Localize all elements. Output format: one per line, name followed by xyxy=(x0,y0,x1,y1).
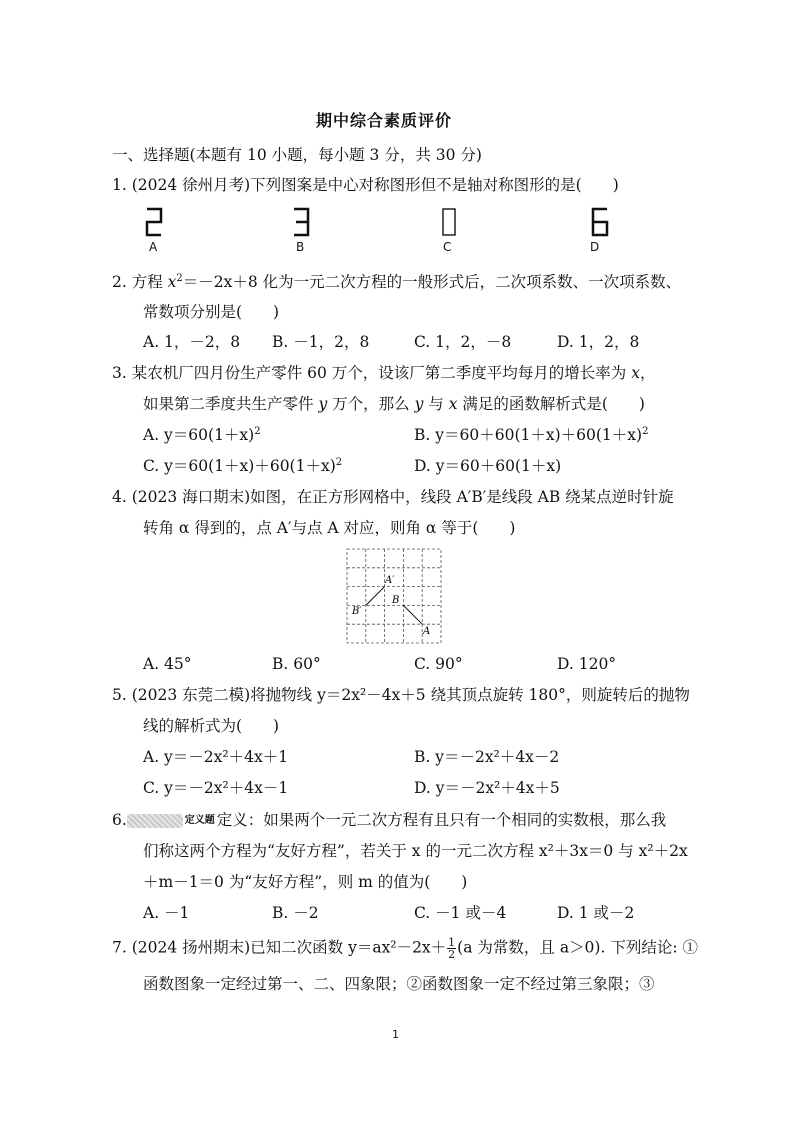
label-b-prime: B′ xyxy=(352,606,362,617)
question-5-line-1: 5. (2023 东莞二模)将抛物线 y＝2x²－4x＋5 绕其顶点旋转 180°，则旋转后的抛物 xyxy=(112,686,690,704)
question-3-option-b: B. $y=60+60(1+x)+60(1+x)^2$ xyxy=(414,426,649,444)
question-3-option-c: C. $y=60(1+x)+60(1+x)^2$ xyxy=(143,457,343,475)
question-4-line-1: 4. (2023 海口期末)如图，在正方形网格中，线段 A′B′是线段 AB 绕某点逆时针旋 xyxy=(112,488,674,506)
question-4-option-b: B. 60° xyxy=(272,655,321,673)
question-4-option-a: A. 45° xyxy=(143,655,192,673)
question-6-line-2: 们称这两个方程为“友好方程”，若关于 x 的一元二次方程 x²＋3x＝0 与 x²＋2x xyxy=(143,842,688,860)
question-6-line-1: 6. 定义题 定义：如果两个一元二次方程有且只有一个相同的实数根，那么我 xyxy=(112,811,667,829)
figure-label-c: C xyxy=(443,240,452,254)
figure-label-d: D xyxy=(590,240,600,254)
question-6-option-a: A. －1 xyxy=(143,904,190,922)
question-6-option-c: C. －1 或－4 xyxy=(414,904,507,922)
question-5-line-2: 线的解析式为( ) xyxy=(143,717,280,735)
label-a: A xyxy=(423,626,431,637)
figure-label-a: A xyxy=(149,240,158,254)
page-number: 1 xyxy=(392,1028,399,1041)
question-2-option-d: D. 1，2，8 xyxy=(557,333,640,351)
question-5-option-c: C. y＝－2x²＋4x－1 xyxy=(143,779,289,797)
figure-label-b: B xyxy=(296,240,305,254)
question-2-option-c: C. 1，2，－8 xyxy=(414,333,512,351)
question-1-figures xyxy=(140,205,620,261)
badge-icon xyxy=(127,814,183,828)
question-5-option-d: D. y＝－2x²＋4x＋5 xyxy=(414,779,560,797)
question-3-line-2: 如果第二季度共生产零件 y 万个，那么 y 与 x 满足的函数解析式是( ) xyxy=(143,395,645,413)
question-2-option-a: A. 1，－2，8 xyxy=(143,333,241,351)
figure-d-icon xyxy=(593,209,607,235)
question-1-stem: 1. (2024 徐州月考)下列图案是中心对称图形但不是轴对称图形的是( ) xyxy=(112,176,619,194)
question-2-line-1: 2. 方程 $x^2=-2x+8$ 化为一元二次方程的一般形式后，二次项系数、一次项系数、 xyxy=(112,273,682,291)
label-b: B xyxy=(392,595,400,606)
segment-a-prime-b-prime xyxy=(366,587,385,606)
figure-c-icon xyxy=(443,209,455,235)
question-2-option-b: B. －1，2，8 xyxy=(272,333,370,351)
question-5-option-b: B. y＝－2x²＋4x－2 xyxy=(414,748,560,766)
figure-b-icon xyxy=(294,209,308,235)
segment-ab xyxy=(403,605,422,624)
question-4-option-c: C. 90° xyxy=(414,655,463,673)
question-4-grid-figure xyxy=(346,548,442,644)
question-7-line-1: 7. (2024 扬州期末)已知二次函数 y＝ax²－2x＋ $\frac{1}{2}$ (a 为常数，且 a＞0). 下列结论: ① xyxy=(112,936,698,961)
question-4-option-d: D. 120° xyxy=(557,655,617,673)
question-type-badge: 定义题 xyxy=(184,815,215,826)
question-6-option-d: D. 1 或－2 xyxy=(557,904,635,922)
figure-a-icon xyxy=(147,209,161,235)
question-4-line-2: 转角 α 得到的，点 A′与点 A 对应，则角 α 等于( ) xyxy=(143,519,516,537)
label-a-prime: A′ xyxy=(385,575,395,586)
fraction-one-half: $\frac{1}{2}$ xyxy=(448,936,456,961)
question-6-option-b: B. －2 xyxy=(272,904,319,922)
question-3-line-1: 3. 某农机厂四月份生产零件 60 万个，设该厂第二季度平均每月的增长率为 x， xyxy=(112,364,656,382)
question-3-option-d: D. y＝60＋60(1＋x) xyxy=(414,457,562,475)
question-5-option-a: A. y＝－2x²＋4x＋1 xyxy=(143,748,289,766)
question-3-option-a: A. $y=60(1+x)^2$ xyxy=(143,426,261,444)
question-2-line-2: 常数项分别是( ) xyxy=(143,303,280,321)
question-6-line-3: ＋m－1＝0 为“友好方程”，则 m 的值为( ) xyxy=(143,873,468,891)
section-heading: 一、选择题(本题有 10 小题，每小题 3 分，共 30 分) xyxy=(112,146,482,164)
question-7-line-2: 函数图象一定经过第一、二、四象限；②函数图象一定不经过第三象限；③ xyxy=(143,975,655,993)
page-title: 期中综合素质评价 xyxy=(316,111,453,130)
